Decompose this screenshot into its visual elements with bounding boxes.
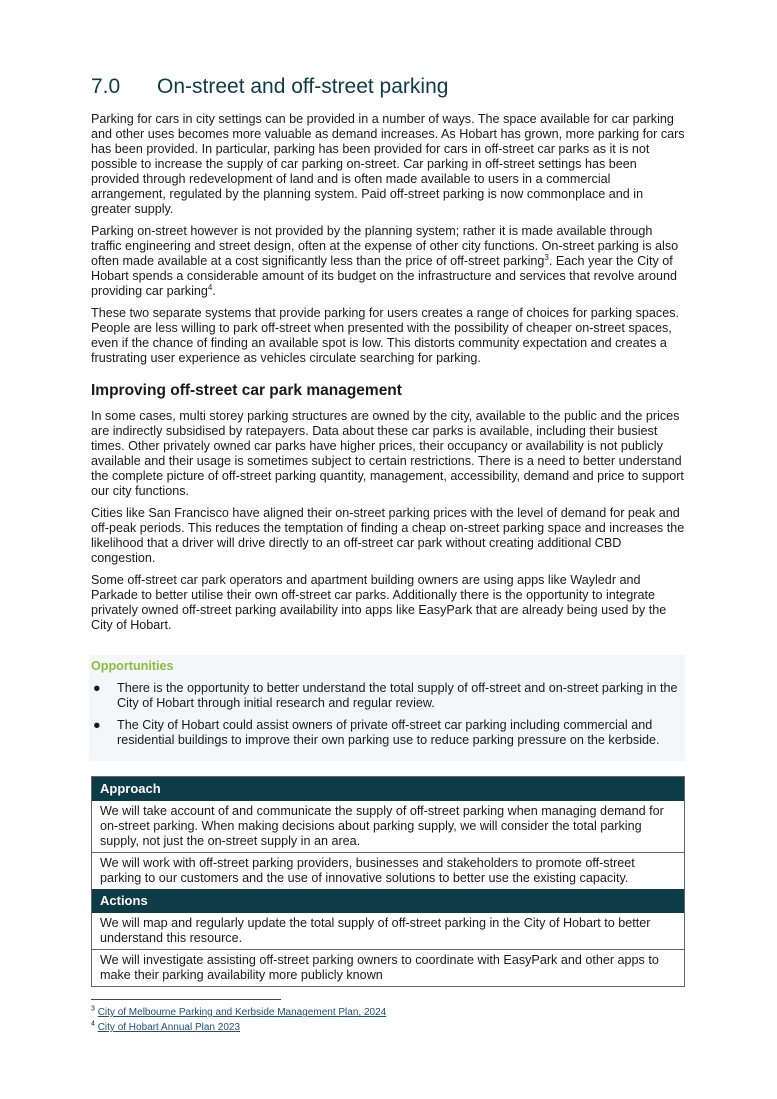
table-row: We will investigate assisting off-street parking owners to coordinate with EasyPark and other apps to make their parking availability more publicly known <box>92 949 684 986</box>
paragraph: Parking for cars in city settings can be provided in a number of ways. The space available for car parking and other uses becomes more valuable as demand increases. As Hobart has grown, more parking for cars has been provided. In particular, parking has been provided for cars in off-street car parks as it is not possible to increase the supply of car parking on-street. Car parking in off-street settings has been provided through redevelopment of land and is often made available to users in a commercial arrangement, regulated by the planning system. Paid off-street parking is now commonplace and in greater supply. <box>91 112 685 216</box>
table-row: We will work with off-street parking providers, businesses and stakeholders to promote off-street parking to our customers and the use of innovative solutions to better use the existing capacity. <box>92 852 684 889</box>
paragraph: Some off-street car park operators and apartment building owners are using apps like Wayledr and Parkade to better utilise their own off-street car parks. Additionally there is the opportunity to integrate privately owned off-street parking availability into apps like EasyPark that are already being used by the City of Hobart. <box>91 573 667 632</box>
footnote <box>91 1007 386 1019</box>
opportunities-list <box>91 681 679 748</box>
paragraph: Cities like San Francisco have aligned their on-street parking prices with the level of demand for peak and off-peak periods. This reduces the temptation of finding a cheap on-street parking space and increases the likelihood that a driver will drive directly to an off-street car park without creating additional CBD congestion. <box>91 506 685 565</box>
list-item <box>91 681 679 711</box>
approach-actions-table <box>91 776 685 987</box>
footnote-link[interactable]: City of Melbourne Parking and Kerbside Management Plan, 2024 <box>97 1007 387 1018</box>
list-item <box>91 718 679 748</box>
footnote-number: 3 <box>91 1005 95 1013</box>
section-title: On-street and off-street parking <box>157 75 449 98</box>
footnote <box>91 1022 240 1034</box>
bullet-icon: ● <box>93 718 101 732</box>
bullet-icon: ● <box>93 681 101 695</box>
paragraph-text: . <box>212 284 216 298</box>
table-row: We will take account of and communicate the supply of off-street parking when managing demand for on-street parking. When making decisions about parking supply, we will consider the total parking supply, not just the on-street supply in an area. <box>100 804 664 848</box>
actions-header: Actions <box>92 889 684 913</box>
table-row: We will map and regularly update the total supply of off-street parking in the City of Hobart to better understand this resource. <box>100 916 651 945</box>
paragraph-text: Parking on-street however is not provided by the planning system; rather it is made available through traffic engineering and street design, often at the expense of other city functions. On-street parking is also often made available at a cost significantly less than the price of off-street parking <box>91 224 679 268</box>
footnote-number: 4 <box>91 1020 95 1028</box>
footnote-ref[interactable]: 4 <box>207 282 213 292</box>
list-item-text: The City of Hobart could assist owners of private off-street car parking including commercial and residential buildings to improve their own parking use to reduce parking pressure on the kerbside. <box>117 718 660 747</box>
approach-header: Approach <box>92 777 684 801</box>
list-item-text: There is the opportunity to better understand the total supply of off-street and on-street parking in the City of Hobart through initial research and regular review. <box>117 681 678 710</box>
section-number: 7.0 <box>91 75 121 98</box>
footnote-divider <box>91 999 281 1000</box>
opportunities-panel <box>89 655 685 761</box>
opportunities-title: Opportunities <box>91 659 174 673</box>
paragraph <box>91 224 685 299</box>
paragraph: These two separate systems that provide parking for users creates a range of choices for parking spaces. People are less willing to park off-street when presented with the possibility of cheaper on-street spaces, even if the chance of finding an available spot is low. This distorts community expectation and creates a frustrating user experience as vehicles circulate searching for parking. <box>91 306 680 365</box>
paragraph-text: . Each year the City of Hobart spends a considerable amount of its budget on the infrastructure and services that revolve around providing car parking <box>91 254 677 298</box>
page-content <box>91 74 685 987</box>
section-heading <box>91 74 685 100</box>
subsection-heading: Improving off-street car park management <box>91 382 402 399</box>
footnote-ref[interactable]: 3 <box>544 252 549 262</box>
paragraph: In some cases, multi storey parking structures are owned by the city, available to the public and the prices are indirectly subsidised by ratepayers. Data about these car parks is available, including their busiest times. Other privately owned car parks have higher prices, their occupancy or availability is not publicly available and their usage is sometimes subject to certain restrictions. There is a need to better understand the complete picture of off-street parking quantity, management, accessibility, demand and price to support our city functions. <box>91 409 684 498</box>
footnote-link[interactable]: City of Hobart Annual Plan 2023 <box>97 1022 241 1033</box>
